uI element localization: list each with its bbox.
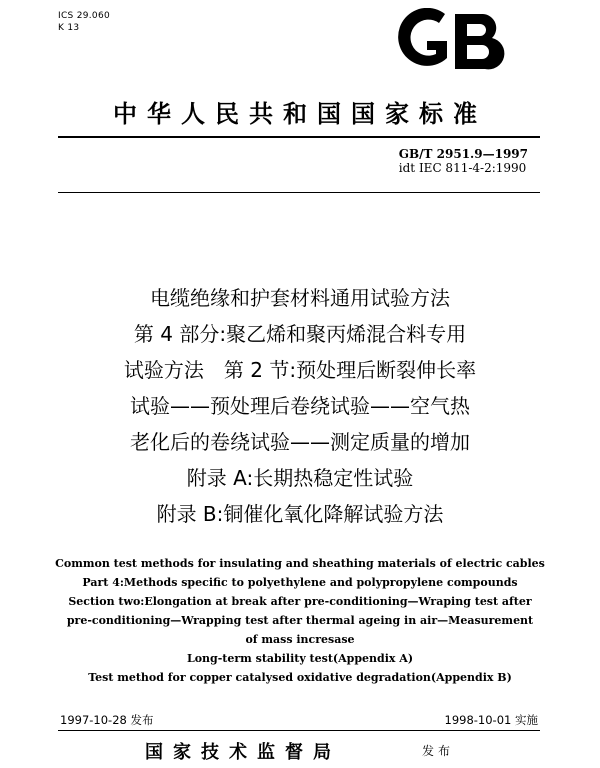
publish-label: 发布: [422, 744, 455, 758]
header-divider: [58, 192, 540, 193]
english-title-line: Test method for copper catalysed oxidative degradation(Appendix B): [88, 671, 512, 684]
english-title-line: Long-term stability test(Appendix A): [186, 652, 414, 665]
logo-letter-b: [455, 14, 504, 69]
chinese-title-line: 老化后的卷绕试验——测定质量的增加: [130, 430, 470, 454]
english-title-line: of mass incresase: [245, 633, 355, 646]
issue-date: 1997-10-28 发布: [60, 713, 154, 727]
ics-code: ICS 29.060: [58, 11, 111, 21]
english-title-line: pre-conditioning—Wrapping test after thermal ageing in air—Measurement: [66, 614, 534, 627]
equivalent-standard: idt IEC 811-4-2:1990: [398, 161, 527, 175]
chinese-title-line: 附录 B:铜催化氧化降解试验方法: [156, 502, 444, 526]
english-title: [0, 554, 600, 687]
logo-letter-g: [398, 8, 447, 66]
chinese-title-line: 电缆绝缘和护套材料通用试验方法: [150, 286, 450, 310]
chinese-title: [0, 280, 600, 532]
top-divider: [58, 136, 540, 138]
implementation-date: 1998-10-01 实施: [444, 713, 538, 727]
issuing-authority: 国家技术监督局: [145, 742, 341, 763]
national-standard-heading: 中华人民共和国国家标准: [113, 99, 487, 128]
chinese-title-line: 试验方法 第 2 节:预处理后断裂伸长率: [123, 358, 477, 382]
classification-code: K 13: [58, 23, 80, 33]
standard-number: GB/T 2951.9—1997: [398, 147, 528, 161]
ics-block: [58, 10, 110, 34]
english-title-line: Common test methods for insulating and sheathing materials of electric cables: [55, 557, 545, 570]
gb-logo: [395, 8, 510, 78]
standard-number-block: [399, 147, 528, 175]
chinese-title-line: 试验——预处理后卷绕试验——空气热: [130, 394, 470, 418]
chinese-title-line: 第 4 部分:聚乙烯和聚丙烯混合料专用: [133, 322, 467, 346]
english-title-line: Part 4:Methods specific to polyethylene and polypropylene compounds: [82, 576, 518, 589]
english-title-line: Section two:Elongation at break after pre-conditioning—Wraping test after: [68, 595, 532, 608]
chinese-title-line: 附录 A:长期热稳定性试验: [186, 466, 414, 490]
footer-divider: [58, 730, 540, 731]
dates-row: [58, 712, 540, 730]
